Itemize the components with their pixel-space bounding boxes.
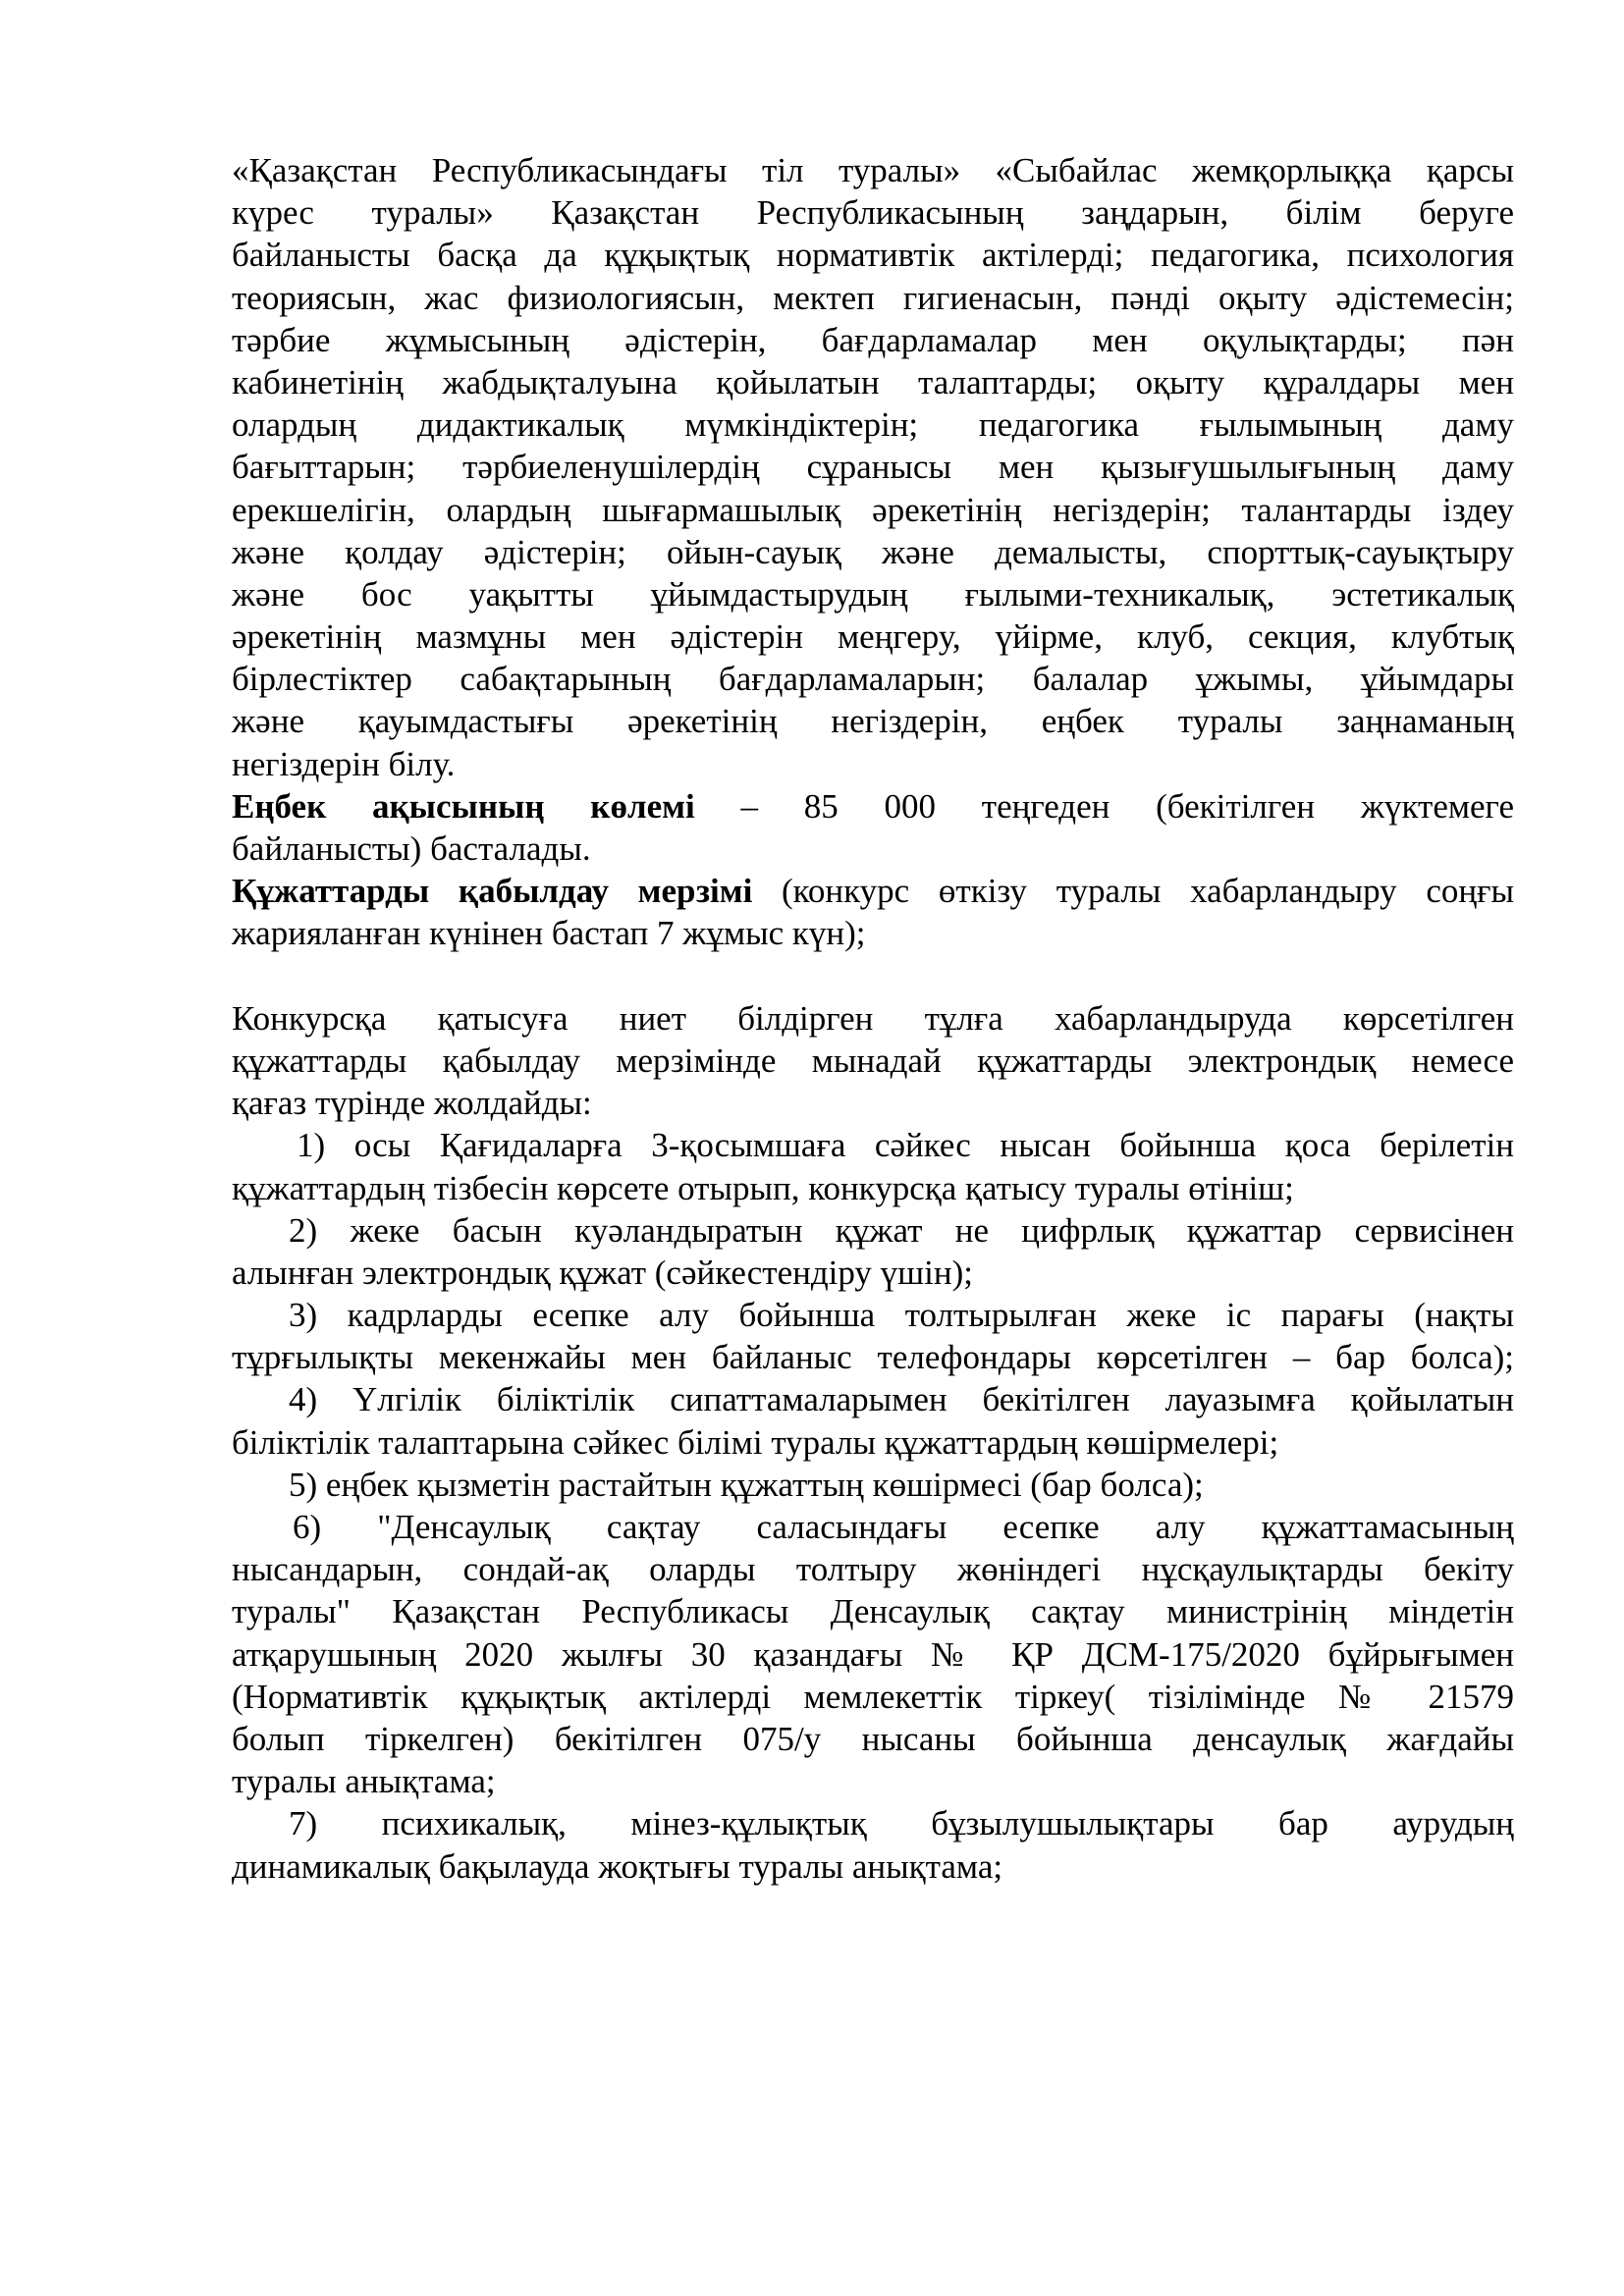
text-line: туралы" Қазақстан Республикасы Денсаулық сақтау министрінің міндетін: [232, 1592, 1514, 1631]
salary-value: – 85 000 теңгеден (бекітілген жүктемеге: [694, 786, 1514, 826]
deadline-paragraph: [232, 870, 1514, 954]
text-line: және бос уақытты ұйымдастырудың ғылыми-техникалық, эстетикалық: [232, 574, 1514, 614]
text-line: 4) Үлгілік біліктілік сипаттамаларымен бекітілген лауазымға қойылатын: [289, 1380, 1514, 1419]
requirement-item-1: [232, 1124, 1514, 1208]
requirement-item-7: [232, 1802, 1514, 1887]
text-line: туралы анықтама;: [232, 1762, 496, 1801]
intro-paragraph: [232, 149, 1514, 785]
text-line: алынған электрондық құжат (сәйкестендіру үшін);: [232, 1253, 973, 1292]
text-line: байланысты басқа да құқықтық нормативтік актілерді; педагогика, психология: [232, 236, 1514, 275]
salary-label: Еңбек ақысының көлемі: [232, 786, 695, 826]
text-line: ерекшелігін, олардың шығармашылық әрекетінің негіздерін; талантарды іздеу: [232, 490, 1514, 529]
text-line: 5) еңбек қызметін растайтын құжаттың көшірмесі (бар болса);: [289, 1465, 1204, 1504]
text-line: атқарушының 2020 жылғы 30 қазандағы № ҚР ДСМ-175/2020 бұйрығымен: [232, 1634, 1514, 1674]
text-line: кабинетінің жабдықталуына қойылатын талаптарды; оқыту құралдары мен: [232, 362, 1514, 401]
requirement-item-4: [232, 1378, 1514, 1463]
text-line: қағаз түрінде жолдайды:: [232, 1084, 592, 1123]
text-line: динамикалық бақылауда жоқтығы туралы анықтама;: [232, 1846, 1003, 1886]
salary-line-1: [232, 785, 1514, 828]
submission-paragraph: [232, 997, 1514, 1125]
text-line: бағыттарын; тәрбиеленушілердің сұранысы мен қызығушылығының даму: [232, 448, 1514, 487]
text-line: болып тіркелген) бекітілген 075/у нысаны бойынша денсаулық жағдайы: [232, 1719, 1514, 1758]
text-line: біліктілік талаптарына сәйкес білімі туралы құжаттардың көшірмелері;: [232, 1422, 1279, 1462]
text-line: 2) жеке басын куәландыратын құжат не цифрлық құжаттар сервисінен: [289, 1210, 1514, 1250]
text-line: тұрғылықты мекенжайы мен байланыс телефондары көрсетілген – бар болса);: [232, 1338, 1514, 1377]
requirement-item-5: [232, 1464, 1514, 1506]
text-line: құжаттарды қабылдау мерзімінде мынадай құжаттарды электрондық немесе: [232, 1041, 1514, 1080]
deadline-detail: (конкурс өткізу туралы хабарландыру соңғы: [752, 872, 1514, 911]
text-line: құжаттардың тізбесін көрсете отырып, конкурсқа қатысу туралы өтініш;: [232, 1168, 1294, 1207]
text-line: (Нормативтік құқықтық актілерді мемлекеттік тіркеу( тізілімінде № 21579: [232, 1677, 1514, 1716]
text-line: негіздерін білу.: [232, 744, 456, 783]
text-line: теориясын, жас физиологиясын, мектеп гигиенасын, пәнді оқыту әдістемесін;: [232, 278, 1514, 317]
text-line: тәрбие жұмысының әдістерін, бағдарламалар мен оқулықтарды; пән: [232, 320, 1514, 359]
text-line: Конкурсқа қатысуға ниет білдірген тұлға хабарландыруда көрсетілген: [232, 998, 1514, 1038]
requirement-item-2: [232, 1209, 1514, 1294]
text-line: олардың дидактикалық мүмкіндіктерін; педагогика ғылымының даму: [232, 405, 1514, 445]
text-line: бірлестіктер сабақтарының бағдарламаларын; балалар ұжымы, ұйымдары: [232, 660, 1514, 699]
document-page: [232, 149, 1514, 1888]
text-line: 1) осы Қағидаларға 3-қосымшаға сәйкес нысан бойынша қоса берілетін: [297, 1126, 1514, 1165]
text-line: әрекетінің мазмұны мен әдістерін меңгеру, үйірме, клуб, секция, клубтық: [232, 617, 1514, 657]
text-line: 3) кадрларды есепке алу бойынша толтырылған жеке іс парағы (нақты: [289, 1296, 1514, 1335]
text-line: жарияланған күнінен бастап 7 жұмыс күн);: [232, 914, 866, 953]
deadline-label: Құжаттарды қабылдау мерзімі: [232, 872, 753, 911]
deadline-line-1: [232, 870, 1514, 912]
requirement-item-6: [232, 1506, 1514, 1802]
text-line: күрес туралы» Қазақстан Республикасының заңдарын, білім беруге: [232, 193, 1514, 233]
text-line: нысандарын, сондай-ақ оларды толтыру жөніндегі нұсқаулықтарды бекіту: [232, 1550, 1514, 1589]
text-line: және қолдау әдістерін; ойын-сауық және демалысты, спорттық-сауықтыру: [232, 532, 1514, 571]
text-line: «Қазақстан Республикасындағы тіл туралы» «Сыбайлас жемқорлыққа қарсы: [232, 151, 1514, 189]
text-line: 7) психикалық, мінез-құлықтық бұзылушылықтары бар аурудың: [289, 1804, 1514, 1843]
salary-paragraph: [232, 785, 1514, 870]
blank-line: [232, 955, 1514, 997]
text-line: байланысты) басталады.: [232, 829, 591, 868]
text-line: және қауымдастығы әрекетінің негіздерін, еңбек туралы заңнаманың: [232, 702, 1514, 741]
text-line: 6) "Денсаулық сақтау саласындағы есепке алу құжаттамасының: [293, 1508, 1514, 1546]
requirement-item-3: [232, 1294, 1514, 1378]
